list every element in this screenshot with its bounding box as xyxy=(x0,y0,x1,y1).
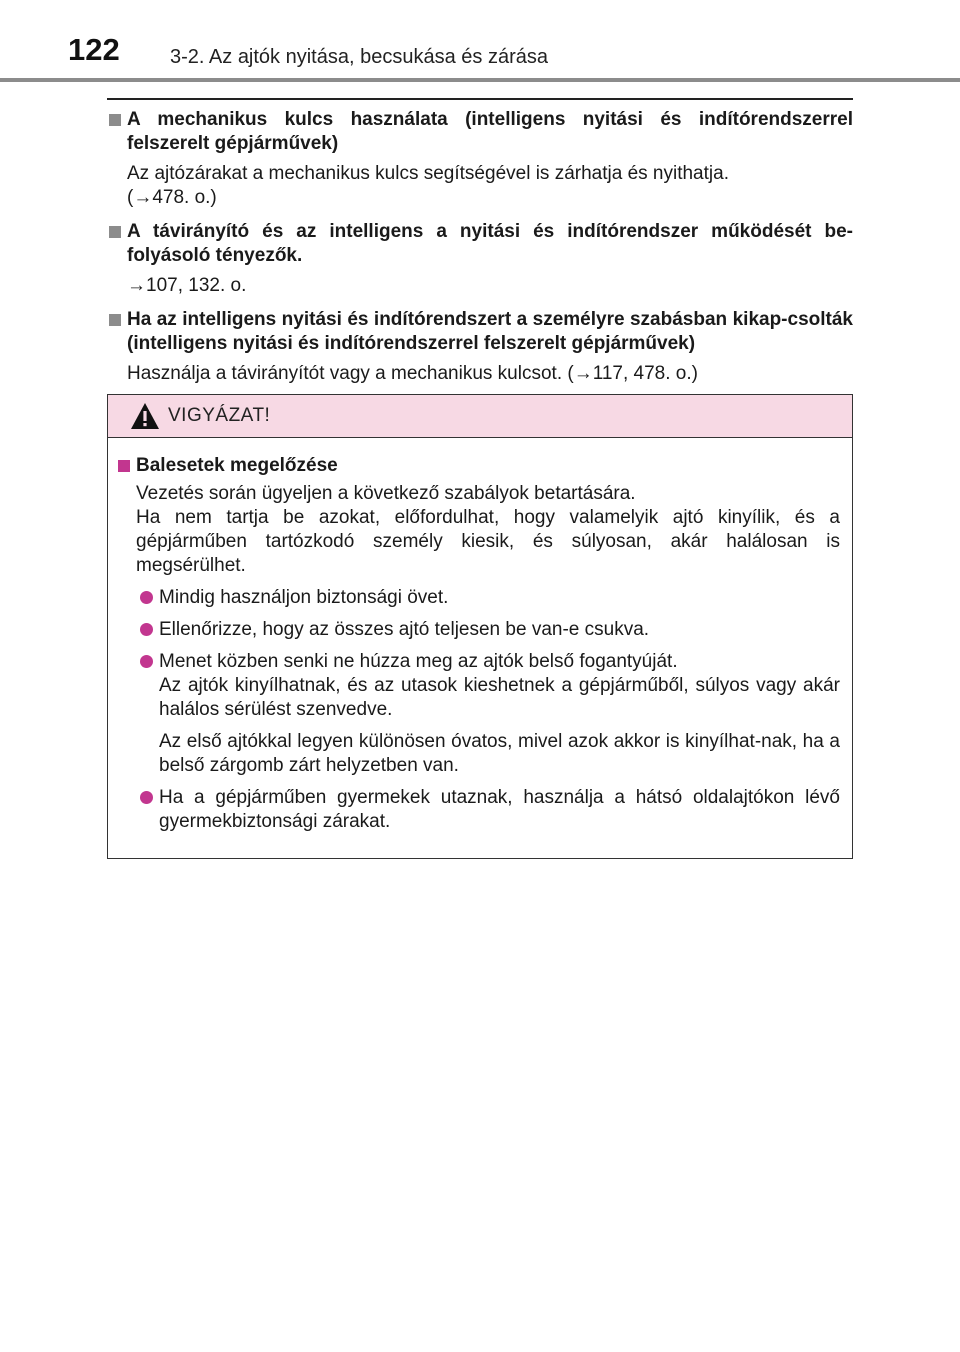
bullet-text: Ellenőrizze, hogy az összes ajtó teljesen be van-e csukva. xyxy=(159,619,650,640)
warning-square-marker-icon xyxy=(118,460,130,472)
warning-heading: Balesetek megelőzése xyxy=(136,455,338,476)
bullet-dot-icon xyxy=(140,655,153,668)
section-factors xyxy=(107,220,853,298)
section-square-marker-icon xyxy=(109,314,121,326)
warning-bullet xyxy=(116,586,840,610)
bullet-dot-icon xyxy=(140,791,153,804)
section-body-line: (→478. o.) xyxy=(127,187,217,208)
warning-header xyxy=(108,395,852,438)
section-heading: Ha az intelligens nyitási és indítórendszert a személyre szabásban kikap-csolták (intelligens nyitási és indítórendszerrel felszerelt gépjárművek) xyxy=(127,309,853,354)
content-top-rule xyxy=(107,98,853,100)
section-square-marker-icon xyxy=(109,114,121,126)
bullet-text: Mindig használjon biztonsági övet. xyxy=(159,587,449,608)
warning-box xyxy=(107,394,853,859)
warning-bullet xyxy=(116,650,840,722)
section-mechanical-key xyxy=(107,108,853,210)
section-body-line: →107, 132. o. xyxy=(127,275,247,296)
warning-triangle-icon xyxy=(130,402,160,430)
bullet-extra-text: Az első ajtókkal legyen különösen óvatos, mivel azok akkor is kinyílhat-nak, ha a belső zárgomb zárt helyzetben van. xyxy=(159,731,840,776)
section-square-marker-icon xyxy=(109,226,121,238)
page-number: 122 xyxy=(68,32,120,67)
warning-bullet xyxy=(116,618,840,642)
bullet-dot-icon xyxy=(140,623,153,636)
warning-bullet xyxy=(116,786,840,834)
section-heading: A mechanikus kulcs használata (intelligens nyitási és indítórendszerrel felszerelt gépjárművek) xyxy=(127,109,853,154)
warning-intro-line: Vezetés során ügyeljen a következő szabályok betartására. xyxy=(136,483,636,504)
header-rule xyxy=(0,78,960,82)
section-body-line: Használja a távirányítót vagy a mechanikus kulcsot. (→117, 478. o.) xyxy=(127,363,698,384)
content-area xyxy=(107,108,853,396)
warning-title: VIGYÁZAT! xyxy=(168,405,271,426)
section-customization xyxy=(107,308,853,386)
bullet-text: Ha a gépjárműben gyermekek utaznak, használja a hátsó oldalajtókon lévő gyermekbiztonsági zárakat. xyxy=(159,787,840,832)
warning-intro-line: Ha nem tartja be azokat, előfordulhat, hogy valamelyik ajtó kinyílik, és a gépjárműben tartózkodó személy kiesik, és súlyosan, akár halálosan is megsérülhet. xyxy=(136,507,840,576)
bullet-text: Menet közben senki ne húzza meg az ajtók belső fogantyúját. xyxy=(159,651,678,672)
section-body-line: Az ajtózárakat a mechanikus kulcs segítségével is zárhatja és nyithatja. xyxy=(127,163,729,184)
section-heading: A távirányító és az intelligens a nyitási és indítórendszer működését be-folyásoló tényezők. xyxy=(127,221,853,266)
warning-body xyxy=(108,438,852,834)
chapter-title: 3-2. Az ajtók nyitása, becsukása és zárása xyxy=(170,46,548,68)
bullet-text: Az ajtók kinyílhatnak, és az utasok kieshetnek a gépjárműből, súlyos vagy akár halálos sérülést szenvedve. xyxy=(159,675,840,720)
bullet-dot-icon xyxy=(140,591,153,604)
